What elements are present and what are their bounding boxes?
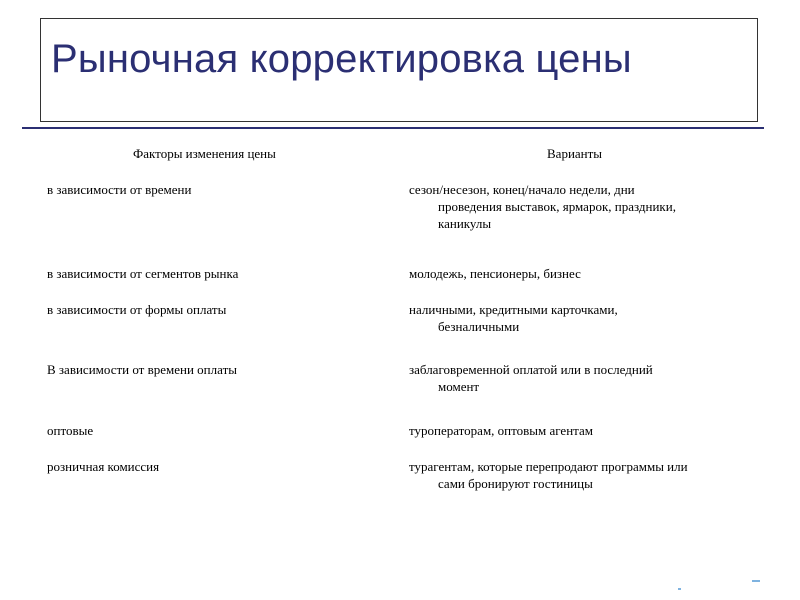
decorative-mark [678,588,681,590]
variant-line: каникулы [438,216,492,231]
variant-cell [409,181,769,232]
variant-cell [409,301,769,335]
variant-line: безналичными [438,319,520,334]
slide-title: Рыночная корректировка цены [51,37,632,81]
variant-line: момент [438,379,480,394]
variant-line: туроператорам, оптовым агентам [409,423,593,438]
factor-cell: В зависимости от времени оплаты [47,362,237,377]
title-divider [22,127,764,129]
variant-line: заблаговременной оплатой или в последний [409,362,653,377]
variant-line: наличными, кредитными карточками, [409,302,618,317]
factor-cell: в зависимости от формы оплаты [47,302,227,317]
factor-cell: в зависимости от сегментов рынка [47,266,239,281]
column-header-factors: Факторы изменения цены [133,146,276,161]
variant-cell [409,458,769,492]
variant-cell [409,422,769,439]
variant-line: турагентам, которые перепродают программы или [409,459,688,474]
variant-line: сами бронируют гостиницы [438,476,593,491]
variant-line: сезон/несезон, конец/начало недели, дни [409,182,635,197]
variant-cell [409,361,769,395]
title-box [40,18,758,122]
variant-line: проведения выставок, ярмарок, праздники, [438,199,676,214]
column-header-variants: Варианты [547,146,603,161]
factor-cell: розничная комиссия [47,459,160,474]
variant-line: молодежь, пенсионеры, бизнес [409,266,581,281]
factor-cell: оптовые [47,423,94,438]
factor-cell: в зависимости от времени [47,182,192,197]
decorative-mark [752,580,760,582]
variant-cell [409,265,769,282]
